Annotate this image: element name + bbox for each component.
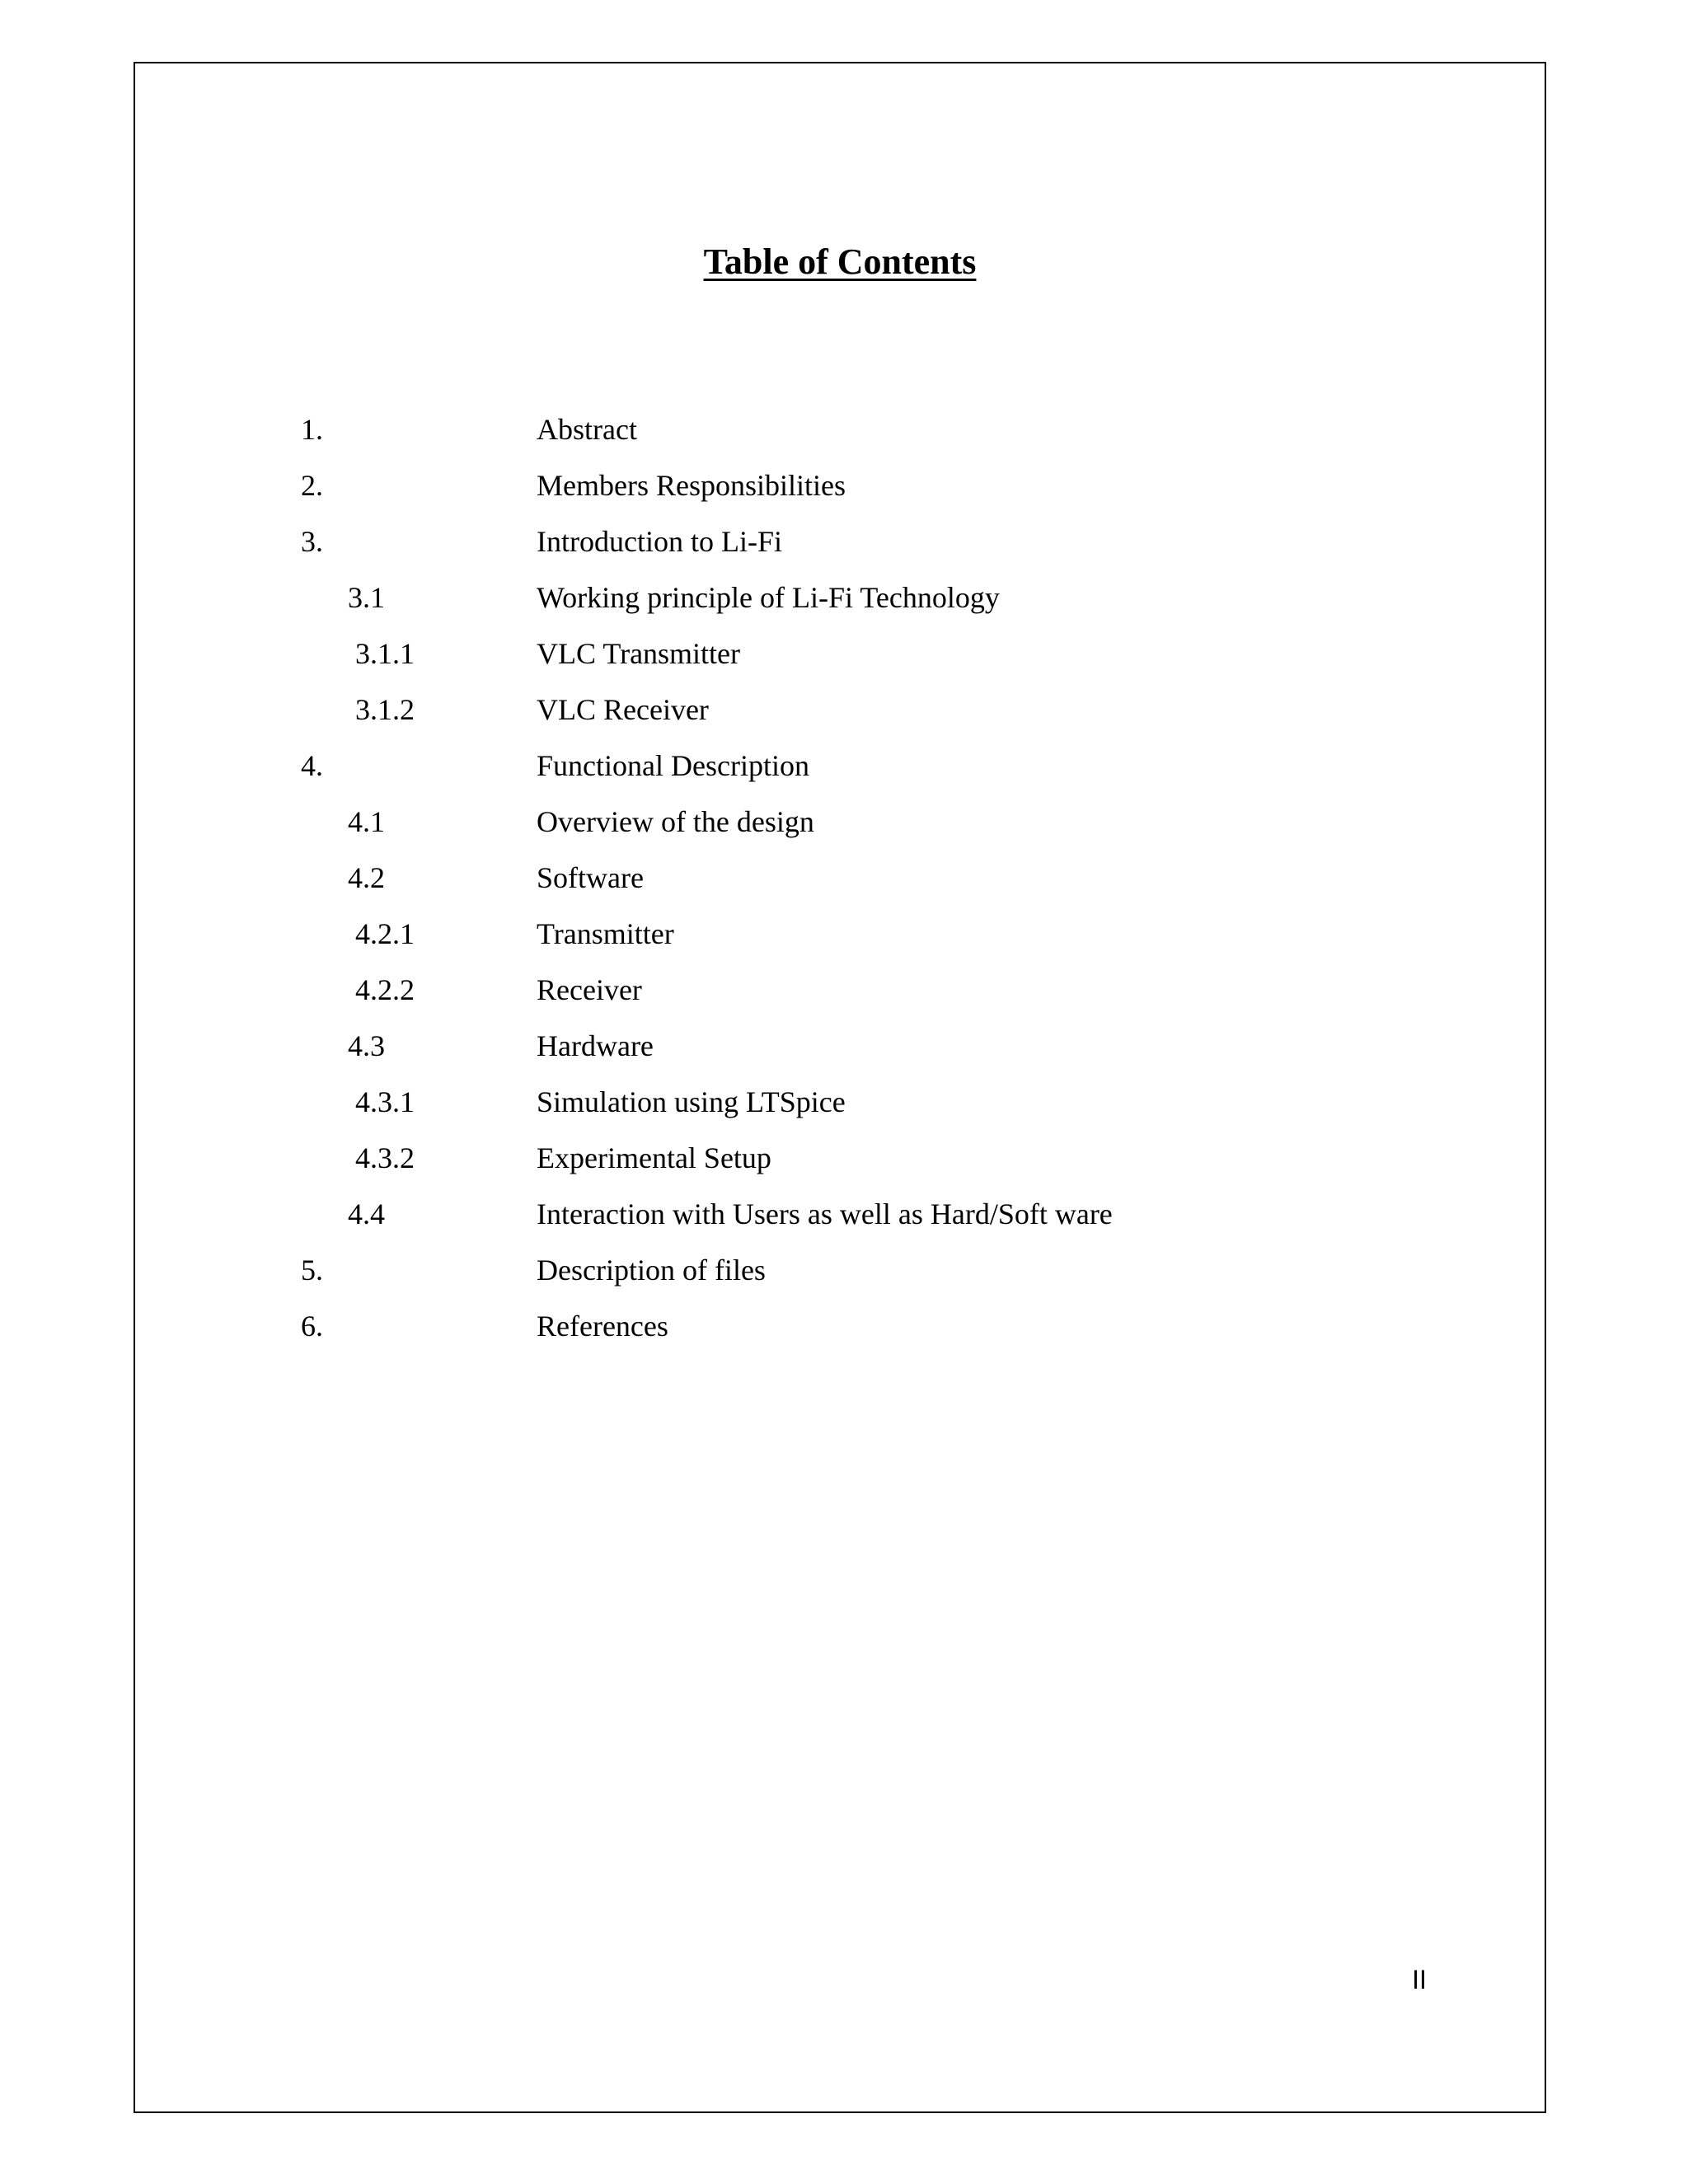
toc-entry-label: Overview of the design xyxy=(537,805,814,838)
toc-entry xyxy=(135,466,1545,522)
toc-entry-number: 4.3.2 xyxy=(355,1141,415,1174)
toc-entry-number: 4.2.1 xyxy=(355,917,415,950)
page-frame xyxy=(134,62,1546,2113)
toc-entry xyxy=(135,746,1545,802)
toc-entry-number: 4.3 xyxy=(348,1029,385,1062)
toc-entry-label: Software xyxy=(537,861,644,894)
toc-entry-label: VLC Receiver xyxy=(537,693,709,726)
toc-entry xyxy=(135,410,1545,466)
toc-entry xyxy=(135,1250,1545,1306)
toc-entry-label: Experimental Setup xyxy=(537,1141,771,1174)
toc-entry xyxy=(135,802,1545,858)
toc-entry-number: 4.3.1 xyxy=(355,1085,415,1118)
toc-entry-number: 3.1.1 xyxy=(355,637,415,670)
toc-list xyxy=(135,410,1545,1362)
toc-entry-number: 3.1.2 xyxy=(355,693,415,726)
toc-entry-label: Simulation using LTSpice xyxy=(537,1085,846,1118)
toc-entry-number: 4.2 xyxy=(348,861,385,894)
toc-entry-number: 4. xyxy=(301,749,323,782)
toc-entry xyxy=(135,1026,1545,1082)
toc-entry-label: Abstract xyxy=(537,413,637,446)
page-title: Table of Contents xyxy=(703,241,977,282)
toc-entry-label: Interaction with Users as well as Hard/Soft ware xyxy=(537,1197,1113,1230)
toc-entry xyxy=(135,690,1545,746)
toc-entry-number: 2. xyxy=(301,469,323,502)
toc-entry xyxy=(135,1306,1545,1362)
toc-entry-number: 4.4 xyxy=(348,1197,385,1230)
toc-entry-number: 5. xyxy=(301,1254,323,1286)
toc-entry xyxy=(135,970,1545,1026)
toc-entry-label: Transmitter xyxy=(537,917,674,950)
toc-entry xyxy=(135,914,1545,970)
toc-entry-number: 3.1 xyxy=(348,581,385,614)
toc-entry xyxy=(135,858,1545,914)
toc-entry-label: Introduction to Li-Fi xyxy=(537,525,782,558)
page-number: II xyxy=(1412,1965,1427,1994)
toc-entry-label: VLC Transmitter xyxy=(537,637,741,670)
toc-entry xyxy=(135,1194,1545,1250)
toc-entry xyxy=(135,578,1545,634)
toc-entry xyxy=(135,1138,1545,1194)
toc-entry-label: Functional Description xyxy=(537,749,809,782)
toc-entry xyxy=(135,522,1545,578)
toc-entry-label: Working principle of Li-Fi Technology xyxy=(537,581,1000,614)
toc-entry xyxy=(135,1082,1545,1138)
toc-entry-label: Receiver xyxy=(537,973,642,1006)
toc-entry-number: 6. xyxy=(301,1310,323,1343)
toc-entry-label: Members Responsibilities xyxy=(537,469,846,502)
toc-entry-label: Hardware xyxy=(537,1029,654,1062)
toc-entry-number: 4.1 xyxy=(348,805,385,838)
toc-entry xyxy=(135,634,1545,690)
toc-entry-number: 3. xyxy=(301,525,323,558)
toc-entry-number: 1. xyxy=(301,413,323,446)
toc-entry-label: Description of files xyxy=(537,1254,766,1286)
toc-entry-number: 4.2.2 xyxy=(355,973,415,1006)
toc-entry-label: References xyxy=(537,1310,668,1343)
